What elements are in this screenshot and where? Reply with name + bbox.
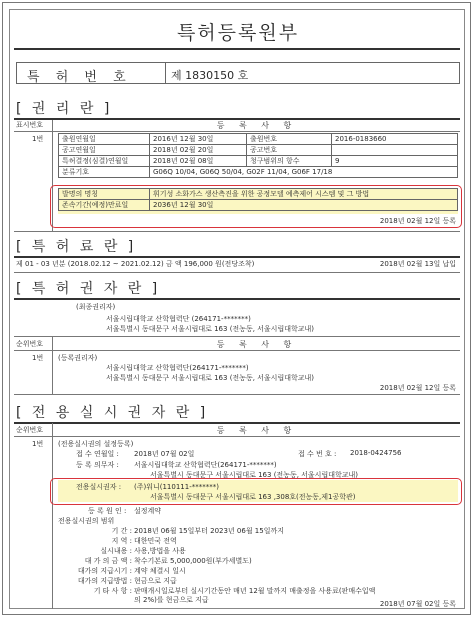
scope-row-value: 대한민국 전역 [134,537,177,545]
final-owner-address: 서울특별시 동대문구 서울시립대로 163 (전농동, 서울시립대학교내) [106,325,314,333]
column-divider [52,337,53,394]
cause-label: 등 록 원 인 : [88,507,127,515]
scope-label: 전용실시권의 범위 [58,517,115,525]
duty-line: 서울시립대학교 산학협력단(264171-*******) [134,461,277,469]
divider [14,336,460,337]
owner-registered-date: 2018년 02월 12일 등록 [379,384,456,392]
owner-index: 1번 [32,354,44,362]
rights-table [58,133,458,178]
holder-label: 전용실시권자 : [76,483,122,491]
invention-label: 발명의 명칭 [59,189,150,200]
receipt-number-value: 2018-0424756 [350,449,402,457]
divider [14,272,460,273]
divider [14,256,460,258]
divider [14,298,460,300]
fee-section-title: [ 특 허 료 란 ] [16,239,137,255]
table-row [59,134,458,145]
rights-section-title: [ 권 리 란 ] [16,101,113,117]
divider [14,394,460,395]
divider [14,131,460,132]
divider [14,436,460,437]
license-section-title: [ 전 용 실 시 권 자 란 ] [16,405,209,421]
scope-row-label: 기 타 사 항 : [93,587,132,595]
holder-line: (주)워니(110111-*******) [134,483,219,491]
term-value: 2036년 12월 30일 [150,200,458,211]
document-frame [9,9,465,609]
table-row [59,156,458,167]
table-row [59,145,458,156]
rights-label: 공고번호 [247,145,332,156]
receipt-date-value: 2018년 07월 02일 [134,450,195,458]
receipt-date-label: 접 수 연월일 : [76,450,119,458]
divider [14,422,460,424]
red-annotation-box [50,185,462,228]
rights-content-header: 등 록 사 항 [216,121,298,130]
divider [14,48,460,50]
scope-row-label: 실시내용 : [100,547,132,555]
rights-label: 공고연월일 [59,145,150,156]
rights-label: 출원번호 [247,134,332,145]
scope-row-value: 현금으로 지급 [134,577,177,585]
divider [14,350,460,351]
patent-number-box [16,62,460,84]
registered-owner-label: (등록권리자) [58,354,98,362]
scope-row-label: 대가의 지급시기 : [77,567,132,575]
fee-line: 제 01 - 03 년분 (2018.02.12 ~ 2021.02.12) 금 액 196,000 원(전당조착) [16,260,255,268]
rights-value: 2016-0183660 [332,134,458,145]
rights-label: 청구범위의 항수 [247,156,332,167]
registered-owner-address: 서울특별시 동대문구 서울시립대로 163 (전농동, 서울시립대학교내) [106,374,314,382]
license-content-header: 등 록 사 항 [216,426,298,435]
scope-row-value: 사용,방법을 사용 [134,547,186,555]
holder-address: 서울특별시 동대문구 서울시립대로 163 ,308호(전농동,제1공학관) [150,493,356,501]
license-head: (전용실시권의 설정등록) [58,440,134,448]
scope-row-value: 2018년 06월 15일부터 2023년 06월 15일까지 [134,527,285,535]
ipc-value: G06Q 10/04, G06Q 50/04, G02F 11/04, G06F 17/18 [150,167,458,178]
license-index-header: 순위번호 [16,426,44,434]
ipc-label: 분류기호 [59,167,150,178]
scope-row-label: 대 가 의 금 액 : [84,557,132,565]
owner-content-header: 등 록 사 항 [216,340,298,349]
registered-owner-line: 서울시립대학교 산학협력단(264171-*******) [106,364,249,372]
final-owner-line: 서울시립대학교 산학협력단 (264171-*******) [106,315,251,323]
invention-name: 휘기성 소화가스 생산측진을 위한 공정모델 예측제어 시스템 및 그 방법 [150,189,458,200]
scope-row-value: 착수기본료 5,000,000원(부가세별도) [134,557,252,565]
rights-index-header: 표시번호 [16,121,44,129]
column-divider [52,423,53,609]
document-title: 특허등록원부 [176,22,300,44]
owner-index-header: 순위번호 [16,340,44,348]
duty-label: 등 록 의무자 : [76,461,119,469]
rights-value: 2018년 02월 20일 [150,145,247,156]
scope-row-label: 지 역 : [111,537,132,545]
divider [14,231,460,232]
license-index: 1번 [32,440,44,448]
scope-row-label: 대가의 지급방법 : [77,577,132,585]
rights-label: 출원연월일 [59,134,150,145]
owner-section-title: [ 특 허 권 자 란 ] [16,281,161,297]
cause-value: 설정계약 [134,507,162,515]
patent-number-value: 제 1830150 호 [171,69,249,82]
final-owner-label: (최종권리자) [76,303,116,311]
table-row [59,167,458,178]
rights-label: 특허결정(심결)연월일 [59,156,150,167]
fee-paid-date: 2018년 02월 13일 납입 [379,260,456,268]
document-page [2,2,471,615]
scope-row-continued: 의 2%)를 현금으로 지급 [134,596,209,604]
rights-value: 9 [332,156,458,167]
rights-index: 1번 [32,135,44,143]
scope-row-value: 계약 체결시 일시 [134,567,186,575]
rights-value: 2018년 02월 08일 [150,156,247,167]
receipt-number-label: 접 수 번 호 : [298,450,337,458]
patent-number-label: 특 허 번 호 [27,70,132,85]
rights-value [332,145,458,156]
rights-registered-date: 2018년 02월 12일 등록 [379,217,456,225]
scope-row-value: 판매개시일로부터 실시기간동안 매년 12월 말까지 매출정을 사용료(판매수입액 [134,587,376,595]
duty-address: 서울특별시 동대문구 서울시립대로 163 (전농동, 서울시립대학교내) [150,471,358,479]
red-annotation-box [50,478,462,505]
rights-value: 2016년 12월 30일 [150,134,247,145]
license-registered-date: 2018년 07월 02일 등록 [379,600,456,608]
term-label: 존속기간(예정)만료일 [59,200,150,211]
scope-row-label: 기 간 : [111,527,132,535]
